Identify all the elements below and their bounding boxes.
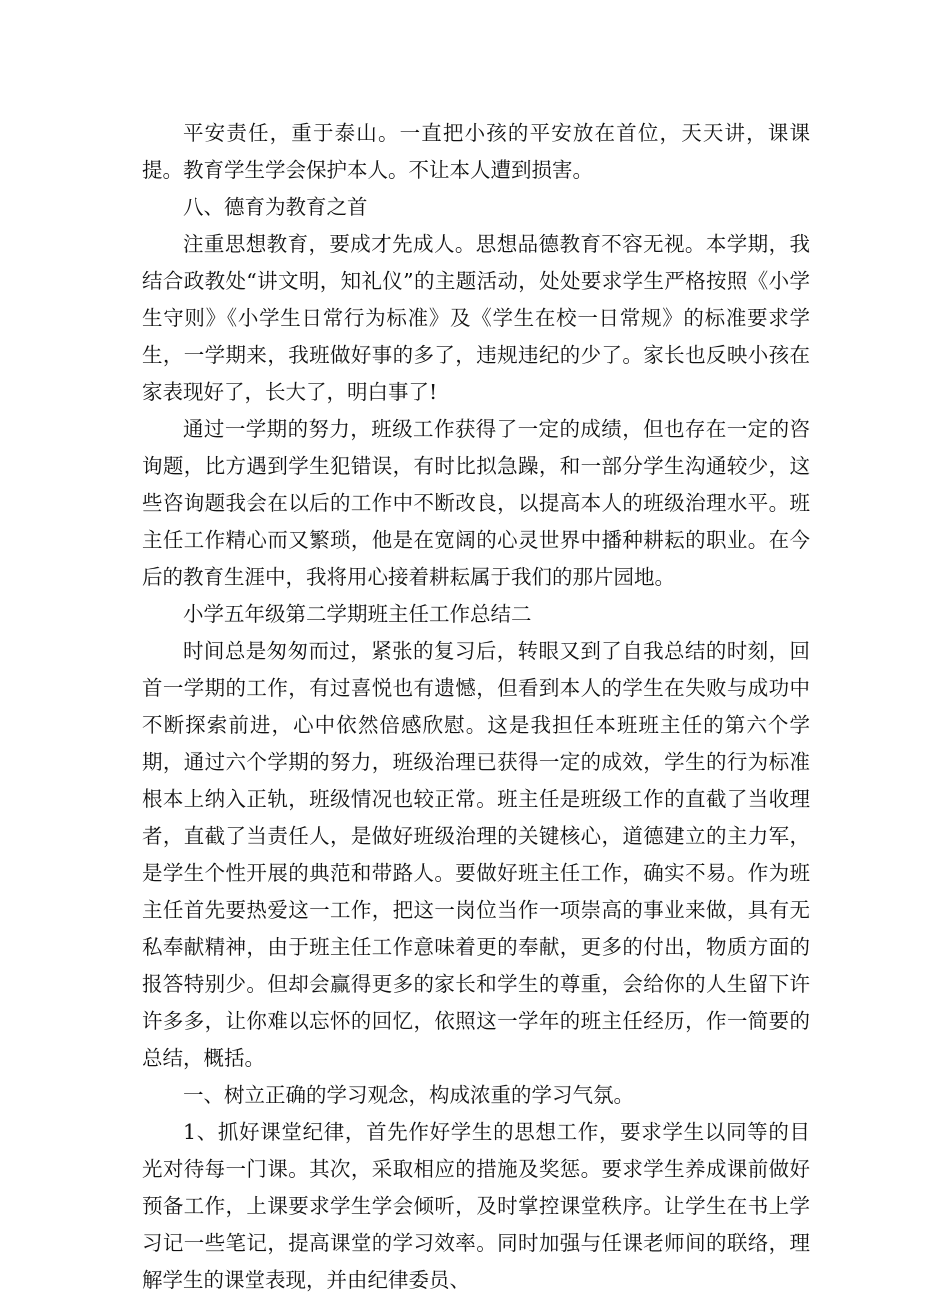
paragraph-ideological-education: 注重思想教育，要成才先成人。思想品德教育不容无视。本学期，我结合政教处“讲文明，知礼仪”的主题活动，处处要求学生严格按照《小学生守则》《小学生日常行为标准》及《学生在校一日常规》的标准要求学生，一学期来，我班做好事的多了，违规违纪的少了。家长也反映小孩在家表现好了，长大了，明白事了!: [142, 232, 810, 404]
section-heading-moral-education: 八、德育为教育之首: [183, 195, 368, 219]
paragraph-semester-summary: 通过一学期的努力，班级工作获得了一定的成绩，但也存在一定的咨询题，比方遇到学生犯错误，有时比拟急躁，和一部分学生沟通较少，这些咨询题我会在以后的工作中不断改良，以提高本人的班级治理水平。班主任工作精心而又繁琐，他是在宽阔的心灵世界中播种耕耘的职业。在今后的教育生涯中，我将用心接着耕耘属于我们的那片园地。: [142, 417, 810, 589]
paragraph-reflection: 时间总是匆匆而过，紧张的复习后，转眼又到了自我总结的时刻，回首一学期的工作，有过喜悦也有遗憾，但看到本人的学生在失败与成功中不断探索前进，心中依然倍感欣慰。这是我担任本班班主任的第六个学期，通过六个学期的努力，班级治理已获得一定的成效，学生的行为标准根本上纳入正轨，班级情况也较正常。班主任是班级工作的直截了当收理者，直截了当责任人，是做好班级治理的关键核心，道德建立的主力军，是学生个性开展的典范和带路人。要做好班主任工作，确实不易。作为班主任首先要热爱这一工作，把这一岗位当作一项崇高的事业来做，具有无私奉献精神，由于班主任工作意味着更的奉献，更多的付出，物质方面的报答特别少。但却会赢得更多的家长和学生的尊重，会给你的人生留下许许多多，让你难以忘怀的回忆，依照这一学年的班主任经历，作一简要的总结，概括。: [142, 639, 810, 1070]
paragraph-safety: 平安责任，重于泰山。一直把小孩的平安放在首位，天天讲，课课提。教育学生学会保护本人。不让本人遭到损害。: [142, 121, 810, 182]
document-body: [142, 115, 810, 1299]
paragraph-classroom-discipline: 1、抓好课堂纪律，首先作好学生的思想工作，要求学生以同等的目光对待每一门课。其次，采取相应的措施及奖惩。要求学生养成课前做好预备工作，上课要求学生学会倾听，及时掌控课堂秩序。让学生在书上学习记一些笔记，提高课堂的学习效率。同时加强与任课老师间的联络，理解学生的课堂表现，并由纪律委员、: [142, 1120, 810, 1292]
section-heading-learning-concept: 一、树立正确的学习观念，构成浓重的学习气氛。: [183, 1083, 634, 1107]
document-subtitle-summary-two: 小学五年级第二学期班主任工作总结二: [183, 602, 532, 626]
